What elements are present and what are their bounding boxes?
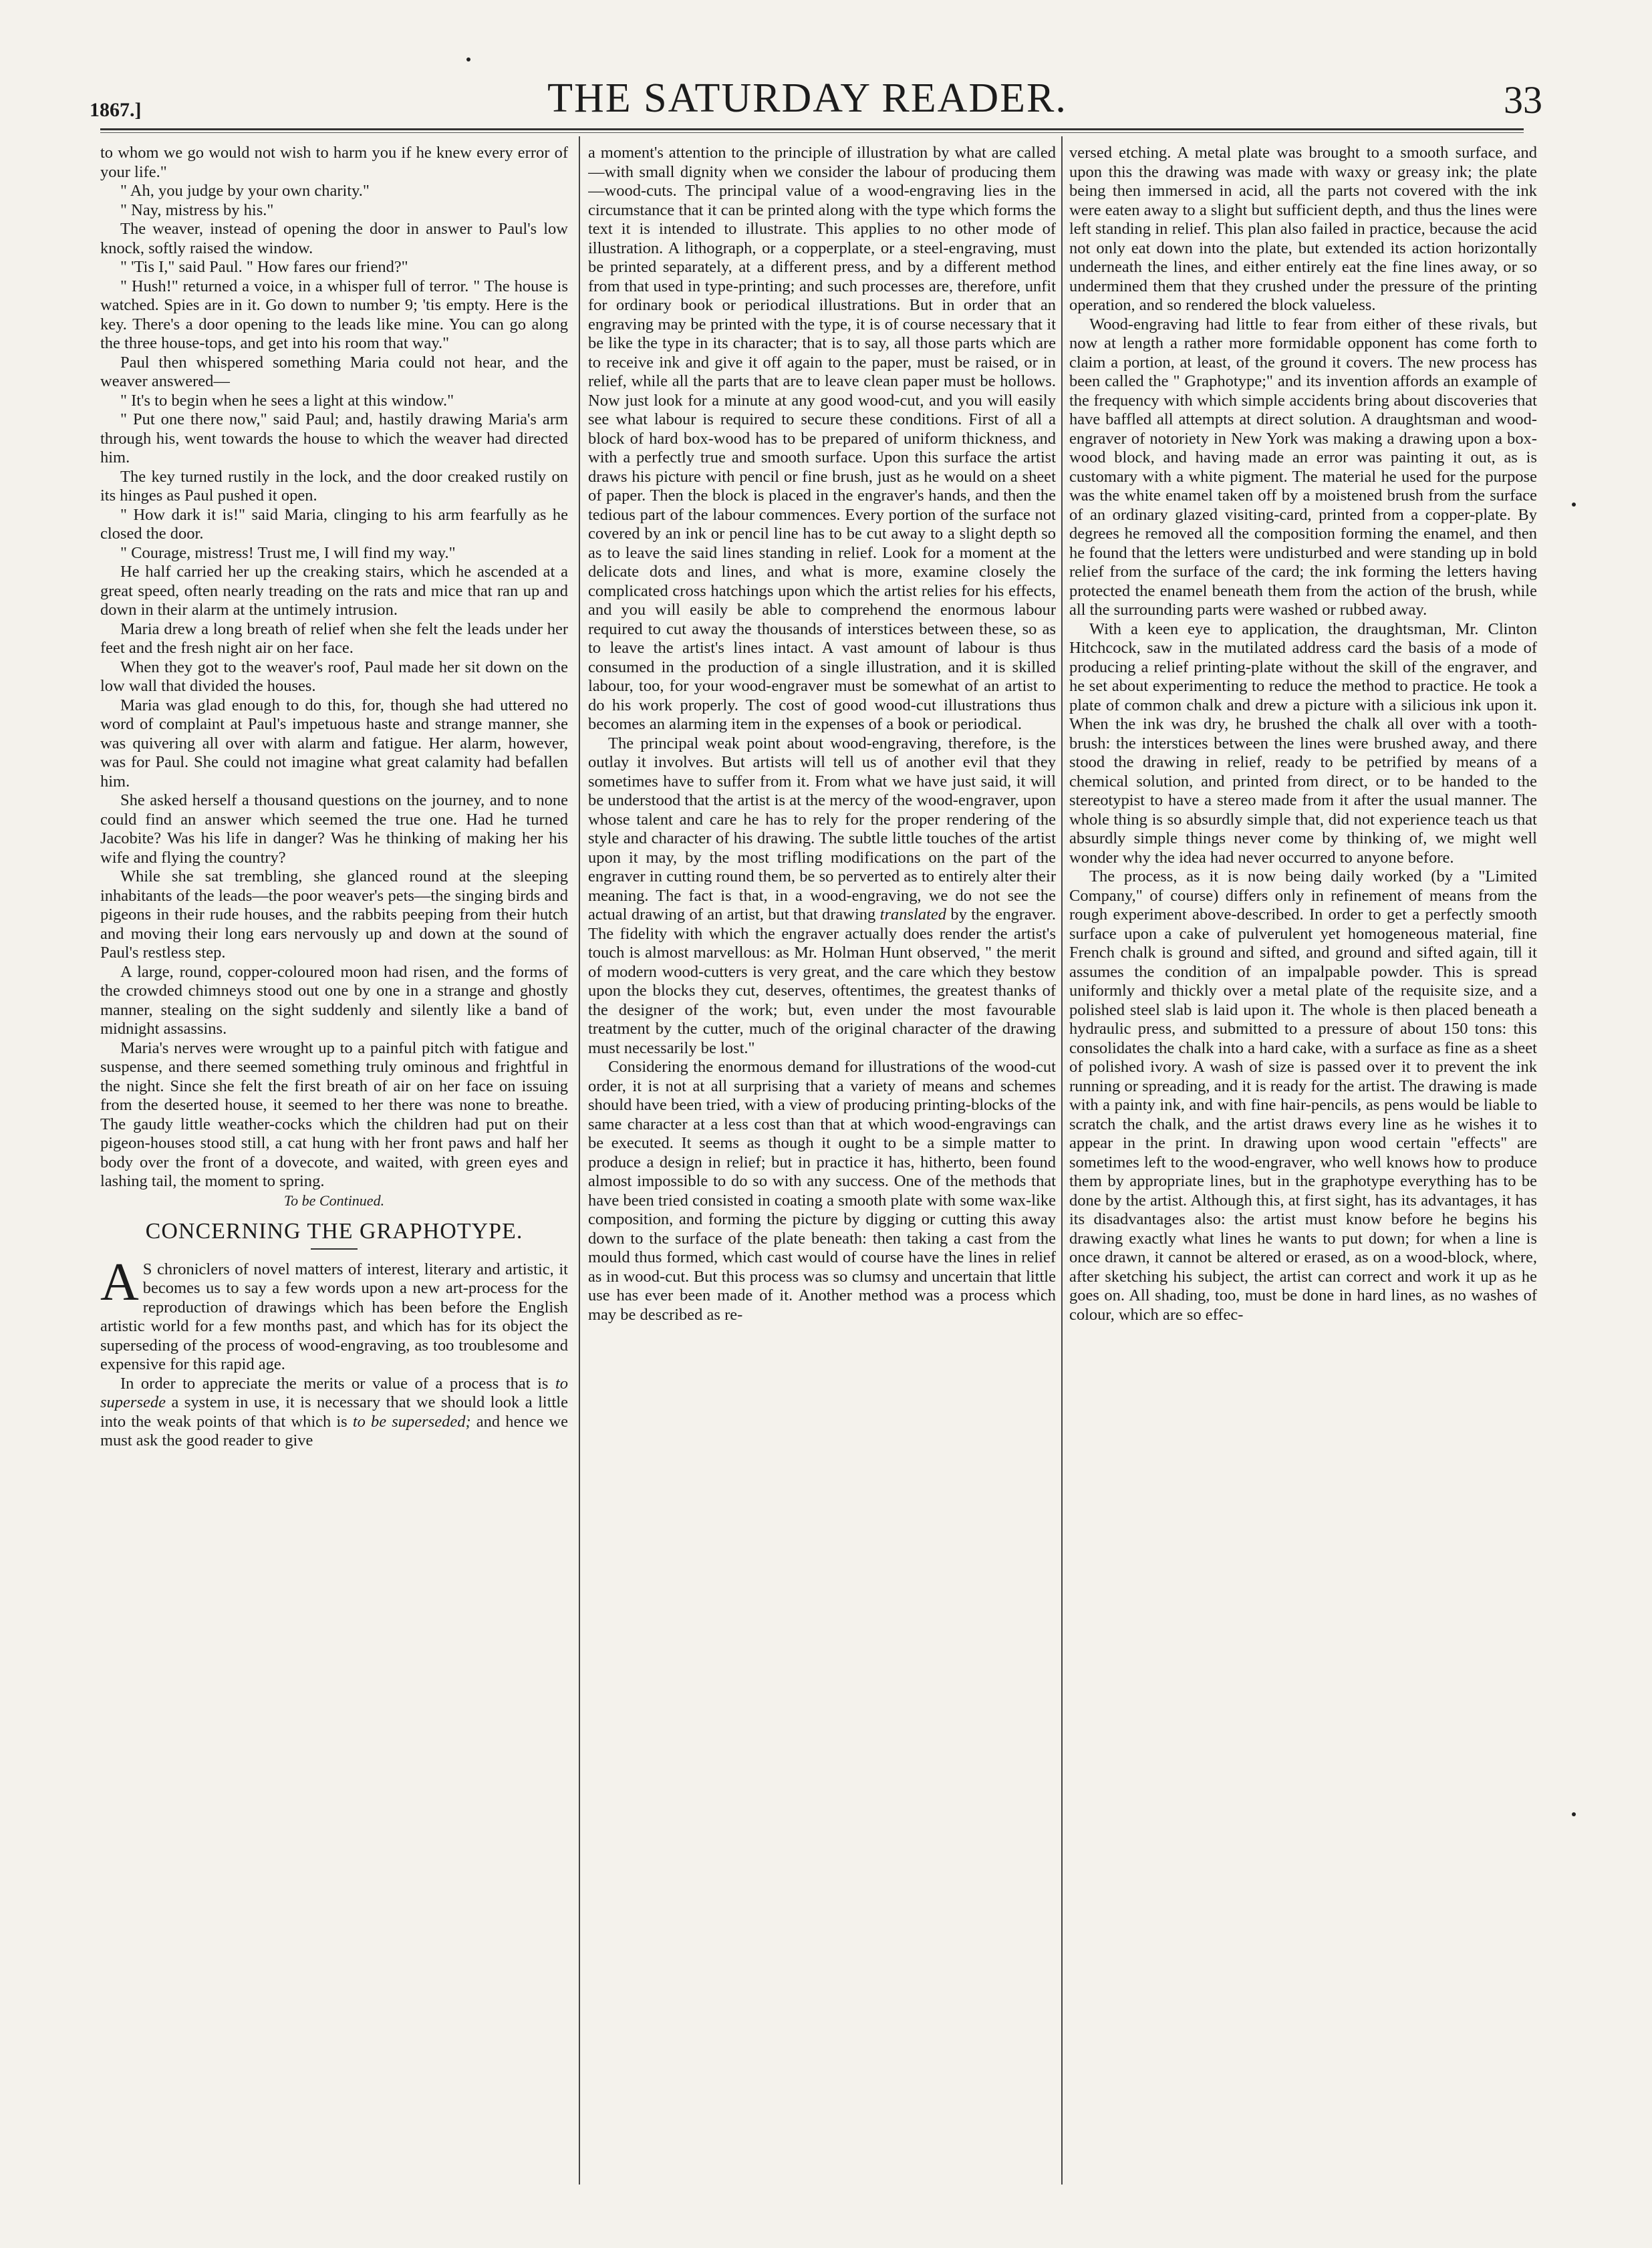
- title-rule: [311, 1248, 358, 1250]
- paragraph: With a keen eye to application, the draughtsman, Mr. Clinton Hitchcock, saw in the mutilated address card the basis of a mode of producing a relief printing-plate without the skill of the engraver, and he set about experimenting to reduce the method to practice. He took a plate of common chalk and drew a picture with a silicious ink upon it. When the ink was dry, he brushed the chalk all over with a tooth-brush: the interstices between the lines were brushed away, and there stood the drawing in relief, ready to be petrified by means of a chemical solution, and printed from direct, or to be handed to the stereotypist to have a stereo made from it after the usual manner. The whole thing is so absurdly simple that, did not experience teach us that absurdly simple things never come by thinking of, we might well wonder why the idea had never occurred to anyone before.: [1069, 619, 1537, 867]
- paragraph: While she sat trembling, she glanced round at the sleeping inhabitants of the leads—the poor weaver's pets—the singing birds and pigeons in their rude houses, and the rabbits peeping from their hutch and moving their long ears nervously up and down at the sound of Paul's restless step.: [100, 867, 568, 962]
- paragraph: Maria was glad enough to do this, for, though she had uttered no word of complaint at Paul's impetuous haste and strange manner, she was quivering all over with alarm and fatigue. Her alarm, however, was for Paul. She could not imagine what great calamity had befallen him.: [100, 696, 568, 791]
- italic-run: to supersede: [100, 1374, 568, 1411]
- paragraph: Considering the enormous demand for illustrations of the wood-cut order, it is not at all surprising that a variety of means and schemes should have been tried, with a view of producing printing-blocks of the same character at a less cost than that at which wood-engravings can be executed. It seems as though it ought to be a simple matter to produce a design in relief; but in practice it has, hitherto, been found almost impossible to do so with any success. One of the methods that have been tried consisted in coating a smooth plate with some wax-like composition, and forming the picture by digging or cutting this away down to the surface of the plate beneath: then taking a cast from the mould thus formed, which cast would of course have the lines in relief as in wood-cut. But this process was so clumsy and uncertain that little use has ever been made of it. Another method was a process which may be described as re-: [588, 1058, 1056, 1324]
- column-1: [100, 144, 568, 2185]
- print-speck: [1572, 1812, 1576, 1816]
- paragraph: Maria's nerves were wrought up to a painful pitch with fatigue and suspense, and there seemed something truly ominous and frightful in the night. Since she felt the first breath of air on her face on issuing from the deserted house, it seemed to her there was none to breathe. The gaudy little weather-cocks which the children had put on their pigeon-houses stood still, a cat hung with her front paws and half her body over the front of a dovecote, and waited, with green eyes and lashing tail, the moment to spring.: [100, 1038, 568, 1190]
- header-rule: [100, 128, 1524, 130]
- paragraph: " Hush!" returned a voice, in a whisper full of terror. " The house is watched. Spies are in it. Go down to number 9; 'tis empty. Here is the key. There's a door opening to the leads like mine. You can go along the three house-tops, and get into his room that way.": [100, 277, 568, 352]
- article-title: CONCERNING THE GRAPHOTYPE.: [145, 1219, 523, 1244]
- paragraph: to whom we go would not wish to harm you if he knew every error of your life.": [100, 144, 568, 181]
- publication-title: THE SATURDAY READER.: [547, 76, 1067, 121]
- paragraph: a moment's attention to the principle of illustration by what are called—with small dignity when we consider the labour of producing them—wood-cuts. The principal value of a wood-engraving lies in the circumstance that it can be printed along with the type which forms the text it is intended to illustrate. This applies to no other mode of illustration. A lithograph, or a copperplate, or a steel-engraving, must be printed separately, at a different press, and by a different method from that used in type-printing; and such processes are, therefore, unfit for ordinary book or periodical illustrations. But in order that an engraving may be printed with the type, it is of course necessary that it be like the type in its character; that is to say, all those parts which are to receive ink and give it off again to the paper, must be raised, or in relief, while all the parts that are to leave clean paper must be hollows. Now just look for a minute at any good wood-cut, and you will easily see what labour is required to secure these conditions. First of all a block of hard box-wood has to be prepared of uniform thickness, and with a perfectly true and smooth surface. Upon this surface the artist draws his picture with pencil or fine brush, just as he would on a sheet of paper. Then the block is placed in the engraver's hands, and then the tedious part of the labour commences. Every portion of the surface not covered by an ink or pencil line has to be cut away to a slight depth so as to leave the said lines standing in relief. Look for a moment at the delicate dots and lines, and what is more, examine closely the complicated cross hatchings upon which the artist relies for his effects, and you will easily be able to comprehend the enormous labour required to cut away the thousands of interstices between these, so as to leave the artist's lines intact. A vast amount of labour is thus consumed in the production of a single illustration, and it is skilled labour, too, for your wood-engraver must be somewhat of an artist to do his work properly. The cost of good wood-cut illustrations thus becomes an alarming item in the expenses of a book or periodical.: [588, 144, 1056, 733]
- text-run: by the engraver. The fidelity with which the engraver actually does render the artist's touch is almost marvellous: as Mr. Holman Hunt observed, " the merit of modern wood-cutters is very great, and the care which they bestow upon the blocks they cut, deserves, oftentimes, the greatest thanks of the designer of the work; but, even under the most favourable treatment by the cutter, much of the original character of the drawing must necessarily be lost.": [588, 905, 1056, 1057]
- paragraph: versed etching. A metal plate was brought to a smooth surface, and upon this the drawing was made with waxy or greasy ink; the plate being then immersed in acid, all the parts not covered with the ink were eaten away to a slight but sufficient depth, and thus the lines were left standing in relief. This plan also failed in practice, because the acid not only eat down into the plate, but extended its action horizontally underneath the lines, and either entirely eat the fine lines away, or so undermined them that they crushed under the pressure of the printing operation, and so rendered the block valueless.: [1069, 144, 1537, 314]
- paragraph: [588, 734, 1056, 1059]
- paragraph: A large, round, copper-coloured moon had risen, and the forms of the crowded chimneys stood out one by one in a strange and ghostly manner, stealing on the sight suddenly and silently like a band of midnight assassins.: [100, 962, 568, 1038]
- column-3: [1069, 144, 1537, 2185]
- masthead: [72, 75, 1542, 135]
- paragraph: She asked herself a thousand questions on the journey, and to none could find an answer which seemed the true one. Had he turned Jacobite? Was his life in danger? Was he thinking of making her his wife and flying the country?: [100, 791, 568, 867]
- paragraph: When they got to the weaver's roof, Paul made her sit down on the low wall that divided the houses.: [100, 658, 568, 695]
- paragraph: Wood-engraving had little to fear from either of these rivals, but now at length a rather more formidable opponent has come forth to claim a portion, at least, of the ground it covers. The new process has been called the " Graphotype;" and its invention affords an example of the frequency with which simple accidents bring about discoveries that have baffled all attempts at direct solution. A draughtsman and wood-engraver of notoriety in New York was making a drawing upon a box-wood block, and having made an error was painting it out, as is customary with a white pigment. The material he used for the purpose was the white enamel taken off by a moistened brush from the surface of an ordinary glazed visiting-card, printed from a copper-plate. By degrees he removed all the composition forming the enamel, and then he found that the letters were undisturbed and were standing up in bold relief from the surface of the card; the ink forming the letters having protected the enamel beneath them from the action of the brush, while all the surrounding parts were washed or rubbed away.: [1069, 315, 1537, 619]
- text-run: In order to appreciate the merits or value of a process that is: [120, 1374, 555, 1393]
- italic-run: to be superseded;: [352, 1412, 471, 1431]
- print-speck: [466, 57, 470, 61]
- page-number: 33: [1504, 78, 1542, 122]
- paragraph: Paul then whispered something Maria could not hear, and the weaver answered—: [100, 353, 568, 390]
- text-run: The principal weak point about wood-engraving, therefore, is the outlay it involves. But artists will tell us of another evil that they sometimes have to suffer from it. From what we have just said, it will be understood that the artist is at the mercy of the wood-engraver, upon whose talent and care he has to rely for the proper rendering of the style and character of his drawing. The subtle little touches of the artist upon it may, by the most trifling modifications on the part of the engraver in cutting round them, be so perverted as to entirely alter their meaning. The fact is that, in a wood-engraving, we do not see the actual drawing of an artist, but that drawing: [588, 734, 1056, 924]
- drop-cap: A: [100, 1252, 139, 1312]
- print-speck: [1572, 503, 1576, 507]
- article-lead-paragraph: [100, 1252, 568, 1375]
- text-run: and hence we must ask the good reader to give: [100, 1412, 568, 1449]
- paragraph: " Courage, mistress! Trust me, I will find my way.": [120, 543, 456, 562]
- paragraph: Maria drew a long breath of relief when she felt the leads under her feet and the fresh night air on her face.: [100, 619, 568, 657]
- header-rule-thin: [100, 132, 1524, 133]
- text-run: a system in use, it is necessary that we should look a little into the weak points of that which is: [100, 1393, 568, 1431]
- paragraph: " How dark it is!" said Maria, clinging to his arm fearfully as he closed the door.: [100, 505, 568, 543]
- paragraph: " Put one there now," said Paul; and, hastily drawing Maria's arm through his, went towards the house to which the weaver had directed him.: [100, 410, 568, 466]
- continued-note: To be Continued.: [283, 1191, 385, 1209]
- paragraph: " 'Tis I," said Paul. " How fares our friend?": [120, 258, 408, 276]
- paragraph: " Nay, mistress by his.": [120, 200, 274, 219]
- paragraph: The key turned rustily in the lock, and the door creaked rustily on its hinges as Paul pushed it open.: [100, 467, 568, 505]
- paragraph: The weaver, instead of opening the door in answer to Paul's low knock, softly raised the window.: [100, 220, 568, 257]
- italic-run: translated: [879, 905, 947, 924]
- paragraph: [100, 1375, 568, 1451]
- issue-year: 1867.]: [90, 99, 142, 121]
- paragraph: The process, as it is now being daily worked (by a "Limited Company," of course) differs only in refinement of means from the rough experiment above-described. In order to get a perfectly smooth surface upon a cake of pulverulent yet homogeneous material, fine French chalk is ground and sifted, and ground and sifted again, till it assumes the condition of an impalpable powder. This is spread uniformly and thickly over a metal plate of the requisite size, and a polished steel slab is laid upon it. The whole is then placed beneath a hydraulic press, and submitted to a pressure of about 150 tons: this consolidates the chalk into a hard cake, with a surface as fine as a sheet of polished ivory. A wash of size is passed over it to prevent the ink running or spreading, and it is ready for the artist. The drawing is made with a painty ink, and with fine hair-pencils, as pens would be liable to scratch the chalk, and the artist draws every line as he wishes it to appear in the print. In drawing upon wood certain "effects" are sometimes left to the wood-engraver, who well knows how to produce them by appropriate lines, but in the graphotype everything has to be done by the artist. Although this, at first sight, has its advantages, it has its disadvantages also: the artist must know before he begins his drawing exactly what lines he wants to put down; for when a line is once drawn, it cannot be altered or erased, as on a wood-block, where, after sketching his subject, the artist can correct and work it up as he goes on. All shading, too, must be done in hard lines, as no washes of colour, which are so effec-: [1069, 867, 1537, 1324]
- column-divider: [579, 136, 580, 2185]
- column-2: [588, 144, 1056, 2185]
- paragraph: " It's to begin when he sees a light at this window.": [120, 391, 454, 410]
- lead-text: S chroniclers of novel matters of interest, literary and artistic, it becomes us to say a few words upon a new art-process for the reproduction of drawings which has been before the English artistic world for a few months past, and which has for its object the superseding of the process of wood-engraving, as too troublesome and expensive for this rapid age.: [100, 1260, 568, 1373]
- paragraph: He half carried her up the creaking stairs, which he ascended at a great speed, often nearly treading on the rats and mice that ran up and down in their alarm at the untimely intrusion.: [100, 563, 568, 619]
- paragraph: " Ah, you judge by your own charity.": [120, 182, 370, 200]
- column-divider: [1061, 136, 1063, 2185]
